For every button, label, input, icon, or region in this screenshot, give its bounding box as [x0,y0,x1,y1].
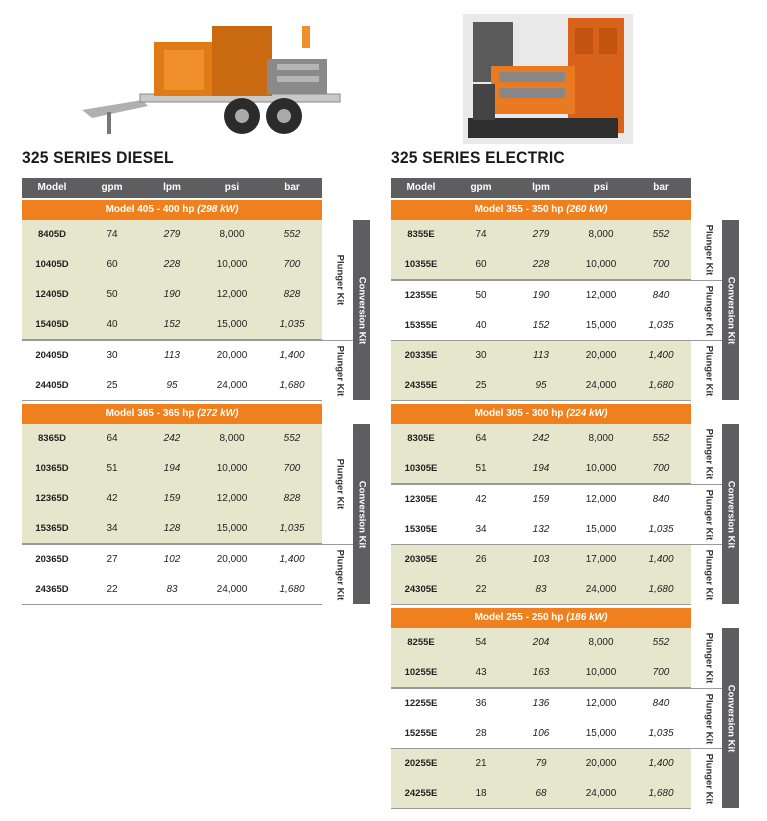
model-cell: 12355E [404,290,438,301]
bar-cell: 1,400 [279,350,305,361]
model-header-bar [391,608,691,628]
plunger-kit-text: Plunger Kit [703,428,715,480]
bar-cell: 552 [652,637,670,648]
plunger-kit-label [694,545,722,605]
group-divider [391,808,691,809]
model-cell: 10365D [35,463,69,474]
kit-group [391,628,722,688]
lpm-cell: 228 [163,259,181,270]
table-row [391,485,691,515]
lpm-cell: 128 [163,523,181,534]
kit-group [22,544,353,605]
gpm-cell: 18 [475,788,487,799]
table-row [391,689,691,719]
conversion-kit-text: Conversion Kit [356,276,367,344]
bar-cell: 840 [652,290,670,301]
table-row [22,454,322,484]
group-divider [391,400,691,401]
psi-cell: 15,000 [585,320,617,331]
header-psi: psi [224,182,240,193]
lpm-cell: 152 [163,319,181,330]
psi-cell: 15,000 [216,319,248,330]
model-power: (272 kW) [197,408,239,419]
psi-cell: 10,000 [216,463,248,474]
model-cell: 8355E [407,229,435,240]
psi-cell: 24,000 [585,380,617,391]
conversion-kit-text: Conversion Kit [725,276,736,344]
bar-cell: 1,680 [648,788,674,799]
lpm-cell: 194 [163,463,181,474]
lpm-cell: 83 [535,584,547,595]
psi-cell: 15,000 [585,728,617,739]
lpm-cell: 242 [163,433,181,444]
electric-skid-unit-photo [453,14,643,144]
psi-cell: 8,000 [219,229,245,240]
model-cell: 12405D [35,289,69,300]
model-cell: 20365D [35,554,69,565]
model-cell: 24405D [35,380,69,391]
lpm-cell: 194 [532,463,550,474]
psi-cell: 17,000 [585,554,617,565]
bar-cell: 700 [652,463,670,474]
kit-group [391,544,722,605]
table-row [391,779,691,809]
gpm-cell: 64 [475,433,487,444]
header-lpm: lpm [163,182,181,193]
bar-cell: 700 [652,259,670,270]
lpm-cell: 152 [532,320,550,331]
electric-series-title: 325 SERIES ELECTRIC [391,148,565,167]
lpm-cell: 95 [166,380,178,391]
psi-cell: 24,000 [585,584,617,595]
gpm-cell: 28 [475,728,487,739]
bar-cell: 552 [283,229,301,240]
plunger-kit-text: Plunger Kit [334,345,346,397]
table-row [22,371,322,401]
bar-cell: 1,680 [279,380,305,391]
gpm-cell: 22 [106,584,118,595]
bar-cell: 1,035 [648,320,674,331]
psi-cell: 8,000 [588,229,614,240]
group-divider [22,604,322,605]
kit-group [391,688,722,749]
lpm-cell: 113 [533,350,549,361]
lpm-cell: 68 [535,788,547,799]
gpm-cell: 64 [106,433,118,444]
model-cell: 15405D [35,319,69,330]
bar-cell: 552 [652,433,670,444]
gpm-cell: 25 [106,380,118,391]
psi-cell: 8,000 [588,433,614,444]
gpm-cell: 22 [475,584,487,595]
table-row [391,628,691,658]
header-bar: bar [653,182,669,193]
header-gpm: gpm [470,182,492,193]
model-header-bar [391,200,691,220]
gpm-cell: 40 [475,320,487,331]
gpm-cell: 26 [475,554,487,565]
psi-cell: 8,000 [219,433,245,444]
lpm-cell: 279 [163,229,181,240]
model-cell: 10255E [404,667,438,678]
model-cell: 20305E [404,554,438,565]
psi-cell: 12,000 [585,290,617,301]
conversion-kit-strip [722,220,739,400]
gpm-cell: 30 [106,350,118,361]
gpm-cell: 21 [475,758,487,769]
bar-cell: 840 [652,698,670,709]
plunger-kit-text: Plunger Kit [334,549,346,601]
plunger-kit-label [325,341,353,401]
plunger-kit-label [694,749,722,809]
model-cell: 12305E [404,494,438,505]
kit-group [22,220,353,340]
psi-cell: 12,000 [216,493,248,504]
conversion-kit-strip [722,424,739,604]
plunger-kit-text: Plunger Kit [703,549,715,601]
bar-cell: 552 [283,433,301,444]
table-row [391,454,691,484]
group-divider [22,400,322,401]
conversion-kit-strip [722,628,739,808]
bar-cell: 700 [652,667,670,678]
model-power: (298 kW) [197,204,239,215]
table-row [22,341,322,371]
plunger-kit-text: Plunger Kit [703,753,715,805]
psi-cell: 20,000 [216,350,248,361]
bar-cell: 1,035 [279,319,305,330]
psi-cell: 24,000 [216,380,248,391]
bar-cell: 1,400 [648,554,674,565]
psi-cell: 12,000 [585,698,617,709]
model-cell: 20335E [404,350,438,361]
lpm-cell: 279 [532,229,550,240]
lpm-cell: 95 [535,380,547,391]
gpm-cell: 74 [106,229,118,240]
bar-cell: 1,400 [648,350,674,361]
gpm-cell: 40 [106,319,118,330]
plunger-kit-label [325,545,353,605]
conversion-kit-text: Conversion Kit [725,684,736,752]
plunger-kit-label [694,689,722,749]
table-row [391,250,691,280]
psi-cell: 10,000 [585,259,617,270]
table-row [391,424,691,454]
table-row [391,311,691,341]
gpm-cell: 50 [475,290,487,301]
plunger-kit-label [694,220,722,280]
model-cell: 24255E [404,788,438,799]
model-cell: 15305E [404,524,438,535]
model-name: Model 365 - 365 hp [105,408,195,419]
plunger-kit-text: Plunger Kit [703,693,715,745]
model-name: Model 255 - 250 hp [474,612,564,623]
lpm-cell: 190 [532,290,550,301]
bar-cell: 700 [283,463,301,474]
model-cell: 24305E [404,584,438,595]
lpm-cell: 242 [532,433,550,444]
table-row [391,719,691,749]
model-name: Model 405 - 400 hp [105,204,195,215]
kit-group [22,424,353,544]
lpm-cell: 83 [166,584,178,595]
conversion-kit-text: Conversion Kit [356,480,367,548]
bar-cell: 1,035 [648,728,674,739]
kit-group [391,340,722,401]
model-power: (260 kW) [566,204,608,215]
model-power: (224 kW) [566,408,608,419]
table-row [391,371,691,401]
gpm-cell: 42 [475,494,487,505]
gpm-cell: 60 [106,259,118,270]
table-row [22,575,322,605]
table-row [22,545,322,575]
plunger-kit-text: Plunger Kit [334,458,346,510]
conversion-kit-strip [353,424,370,604]
lpm-cell: 132 [532,524,550,535]
kit-group [391,748,722,809]
gpm-cell: 42 [106,493,118,504]
diesel-series-title: 325 SERIES DIESEL [22,148,174,167]
model-cell: 12365D [35,493,69,504]
plunger-kit-text: Plunger Kit [703,489,715,541]
model-header-bar [22,200,322,220]
lpm-cell: 204 [532,637,550,648]
plunger-kit-label [694,341,722,401]
plunger-kit-text: Plunger Kit [334,254,346,306]
table-row [391,749,691,779]
table-row [391,575,691,605]
model-cell: 12255E [404,698,438,709]
psi-cell: 20,000 [216,554,248,565]
model-header-bar [22,404,322,424]
psi-cell: 20,000 [585,758,617,769]
table-row [391,545,691,575]
header-psi: psi [593,182,609,193]
kit-group [391,280,722,341]
header-model: Model [37,182,67,193]
plunger-kit-label [694,628,722,688]
table-row [22,280,322,310]
conversion-kit-strip [353,220,370,400]
group-divider [391,604,691,605]
model-cell: 10405D [35,259,69,270]
header-bar: bar [284,182,300,193]
gpm-cell: 25 [475,380,487,391]
lpm-cell: 136 [532,698,550,709]
bar-cell: 700 [283,259,301,270]
plunger-kit-text: Plunger Kit [703,285,715,337]
psi-cell: 10,000 [585,463,617,474]
gpm-cell: 43 [475,667,487,678]
plunger-kit-label [325,424,353,544]
kit-group [391,424,722,484]
model-cell: 15355E [404,320,438,331]
bar-cell: 840 [652,494,670,505]
model-header-bar [391,404,691,424]
table-row [22,250,322,280]
electric-table-header [391,178,691,198]
lpm-cell: 102 [163,554,181,565]
gpm-cell: 34 [106,523,118,534]
psi-cell: 10,000 [585,667,617,678]
gpm-cell: 36 [475,698,487,709]
gpm-cell: 34 [475,524,487,535]
gpm-cell: 27 [106,554,118,565]
gpm-cell: 74 [475,229,487,240]
lpm-cell: 106 [532,728,550,739]
table-row [391,658,691,688]
kit-group [391,220,722,280]
table-row [22,220,322,250]
model-cell: 10355E [404,259,438,270]
bar-cell: 1,400 [279,554,305,565]
table-row [22,484,322,514]
model-name: Model 305 - 300 hp [474,408,564,419]
psi-cell: 8,000 [588,637,614,648]
lpm-cell: 159 [532,494,550,505]
lpm-cell: 103 [532,554,550,565]
bar-cell: 1,680 [279,584,305,595]
table-row [22,514,322,544]
lpm-cell: 79 [535,758,547,769]
table-row [391,281,691,311]
diesel-table-header [22,178,322,198]
kit-group [22,340,353,401]
psi-cell: 12,000 [585,494,617,505]
bar-cell: 1,400 [648,758,674,769]
gpm-cell: 54 [475,637,487,648]
lpm-cell: 113 [164,350,180,361]
kit-group [391,484,722,545]
psi-cell: 10,000 [216,259,248,270]
plunger-kit-label [694,281,722,341]
psi-cell: 20,000 [585,350,617,361]
header-model: Model [406,182,436,193]
model-cell: 20255E [404,758,438,769]
lpm-cell: 159 [163,493,181,504]
gpm-cell: 60 [475,259,487,270]
plunger-kit-label [325,220,353,340]
plunger-kit-text: Plunger Kit [703,224,715,276]
gpm-cell: 50 [106,289,118,300]
plunger-kit-text: Plunger Kit [703,345,715,397]
psi-cell: 24,000 [585,788,617,799]
bar-cell: 552 [652,229,670,240]
table-row [22,424,322,454]
model-cell: 20405D [35,350,69,361]
bar-cell: 1,035 [648,524,674,535]
gpm-cell: 30 [475,350,487,361]
model-cell: 8305E [407,433,435,444]
psi-cell: 24,000 [216,584,248,595]
table-row [22,310,322,340]
header-lpm: lpm [532,182,550,193]
model-cell: 24355E [404,380,438,391]
table-row [391,220,691,250]
conversion-kit-text: Conversion Kit [725,480,736,548]
table-row [391,341,691,371]
bar-cell: 1,680 [648,380,674,391]
bar-cell: 1,035 [279,523,305,534]
model-power: (186 kW) [566,612,608,623]
bar-cell: 828 [283,493,301,504]
bar-cell: 828 [283,289,301,300]
psi-cell: 15,000 [216,523,248,534]
table-row [391,515,691,545]
gpm-cell: 51 [106,463,118,474]
lpm-cell: 228 [532,259,550,270]
model-cell: 24365D [35,584,69,595]
lpm-cell: 163 [532,667,550,678]
plunger-kit-label [694,485,722,545]
model-name: Model 355 - 350 hp [474,204,564,215]
psi-cell: 15,000 [585,524,617,535]
header-gpm: gpm [101,182,123,193]
model-cell: 10305E [404,463,438,474]
bar-cell: 1,680 [648,584,674,595]
psi-cell: 12,000 [216,289,248,300]
model-cell: 8405D [38,229,66,240]
plunger-kit-label [694,424,722,484]
model-cell: 15255E [404,728,438,739]
gpm-cell: 51 [475,463,487,474]
plunger-kit-text: Plunger Kit [703,632,715,684]
model-cell: 8365D [38,433,66,444]
lpm-cell: 190 [163,289,181,300]
model-cell: 15365D [35,523,69,534]
diesel-trailer-unit-photo [62,14,362,144]
model-cell: 8255E [407,637,435,648]
